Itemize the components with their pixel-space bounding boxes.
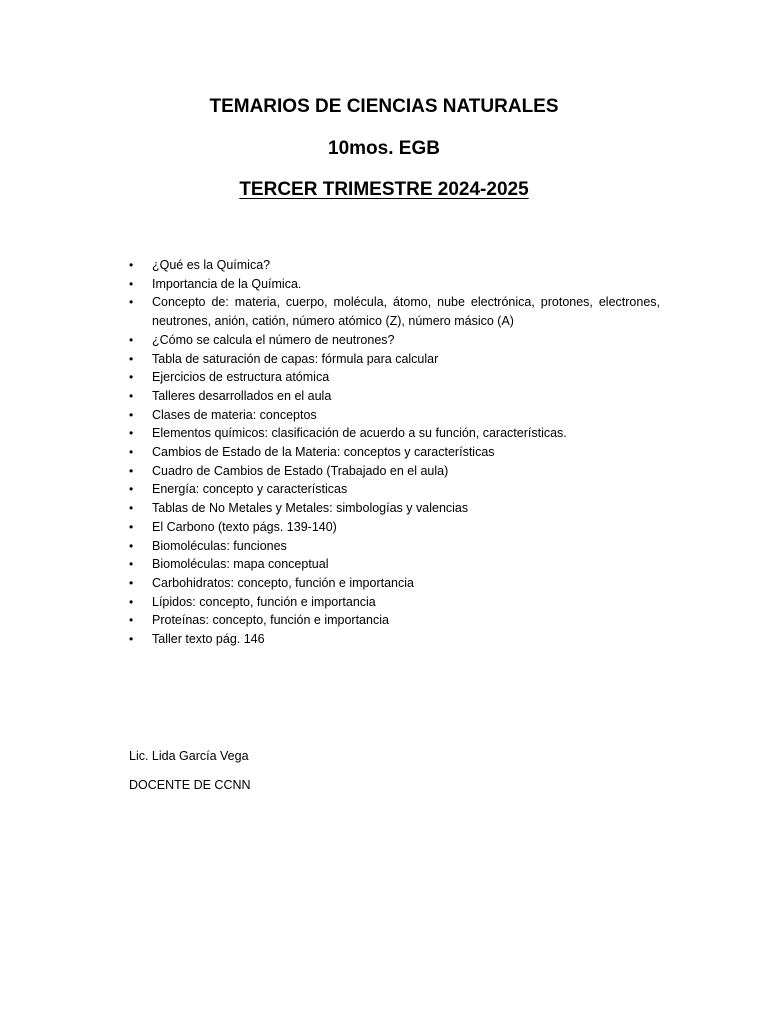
topic-text: Biomoléculas: funciones — [152, 538, 287, 553]
list-item — [129, 574, 660, 593]
bullet-icon: • — [129, 407, 134, 422]
bullet-icon: • — [129, 613, 134, 628]
topic-text: Biomoléculas: mapa conceptual — [152, 557, 329, 572]
topic-text: ¿Cómo se calcula el número de neutrones? — [152, 332, 395, 347]
list-item — [129, 443, 660, 462]
bullet-icon: • — [129, 445, 134, 460]
bullet-icon: • — [129, 426, 134, 441]
list-item — [129, 593, 660, 612]
list-item — [129, 480, 660, 499]
bullet-icon: • — [129, 557, 134, 572]
list-item — [129, 462, 660, 481]
topic-text: Cambios de Estado de la Materia: conceptos y características — [152, 445, 495, 460]
topic-text: Tabla de saturación de capas: fórmula para calcular — [152, 351, 439, 366]
list-item — [129, 350, 660, 369]
bullet-icon: • — [129, 276, 134, 291]
document-title: TEMARIOS DE CIENCIAS NATURALES — [209, 96, 559, 117]
topic-text: Taller texto pág. 146 — [152, 632, 265, 647]
signature-name: Lic. Lida García Vega — [129, 749, 249, 763]
topic-text: El Carbono (texto págs. 139-140) — [152, 519, 337, 534]
topic-text: Clases de materia: conceptos — [152, 407, 317, 422]
list-item — [129, 256, 660, 275]
list-item — [129, 518, 660, 537]
list-item — [129, 275, 660, 294]
topic-text: Tablas de No Metales y Metales: simbologías y valencias — [152, 501, 469, 516]
topic-text: Cuadro de Cambios de Estado (Trabajado en el aula) — [152, 463, 449, 478]
list-item — [129, 368, 660, 387]
topics-list — [129, 256, 660, 649]
bullet-icon: • — [129, 258, 134, 272]
bullet-icon: • — [129, 295, 134, 310]
topic-text: Proteínas: concepto, función e importancia — [152, 613, 389, 628]
topic-text: Lípidos: concepto, función e importancia — [152, 594, 376, 609]
bullet-icon: • — [129, 501, 134, 516]
topic-text: Energía: concepto y características — [152, 482, 348, 497]
list-item — [129, 406, 660, 425]
list-item — [129, 424, 660, 443]
list-item — [129, 555, 660, 574]
list-item — [129, 611, 660, 630]
list-item — [129, 499, 660, 518]
bullet-icon: • — [129, 538, 134, 553]
bullet-icon: • — [129, 332, 134, 347]
signature-role: DOCENTE DE CCNN — [129, 778, 251, 792]
term-heading: TERCER TRIMESTRE 2024-2025 — [239, 179, 529, 200]
bullet-icon: • — [129, 519, 134, 534]
bullet-icon: • — [129, 463, 134, 478]
list-item — [129, 630, 660, 649]
list-item — [129, 537, 660, 556]
list-item — [129, 387, 660, 406]
bullet-icon: • — [129, 388, 134, 403]
topic-text: Talleres desarrollados en el aula — [152, 388, 332, 403]
grade-level: 10mos. EGB — [328, 138, 440, 159]
topic-text: Carbohidratos: concepto, función e importancia — [152, 575, 414, 590]
bullet-icon: • — [129, 482, 134, 497]
bullet-icon: • — [129, 594, 134, 609]
topic-text: Ejercicios de estructura atómica — [152, 370, 330, 385]
bullet-icon: • — [129, 632, 134, 647]
topic-text: Elementos químicos: clasificación de acuerdo a su función, características. — [152, 426, 567, 441]
topic-text: Importancia de la Química. — [152, 276, 302, 291]
list-item — [129, 331, 660, 350]
bullet-icon: • — [129, 575, 134, 590]
bullet-icon: • — [129, 351, 134, 366]
topic-text: ¿Qué es la Química? — [152, 258, 271, 272]
bullet-icon: • — [129, 370, 134, 385]
topic-text: Concepto de: materia, cuerpo, molécula, átomo, nube electrónica, protones, electrones, neutrones, anión, catión, número atómico (Z), número másico (A) — [152, 295, 660, 329]
list-item — [129, 293, 660, 330]
